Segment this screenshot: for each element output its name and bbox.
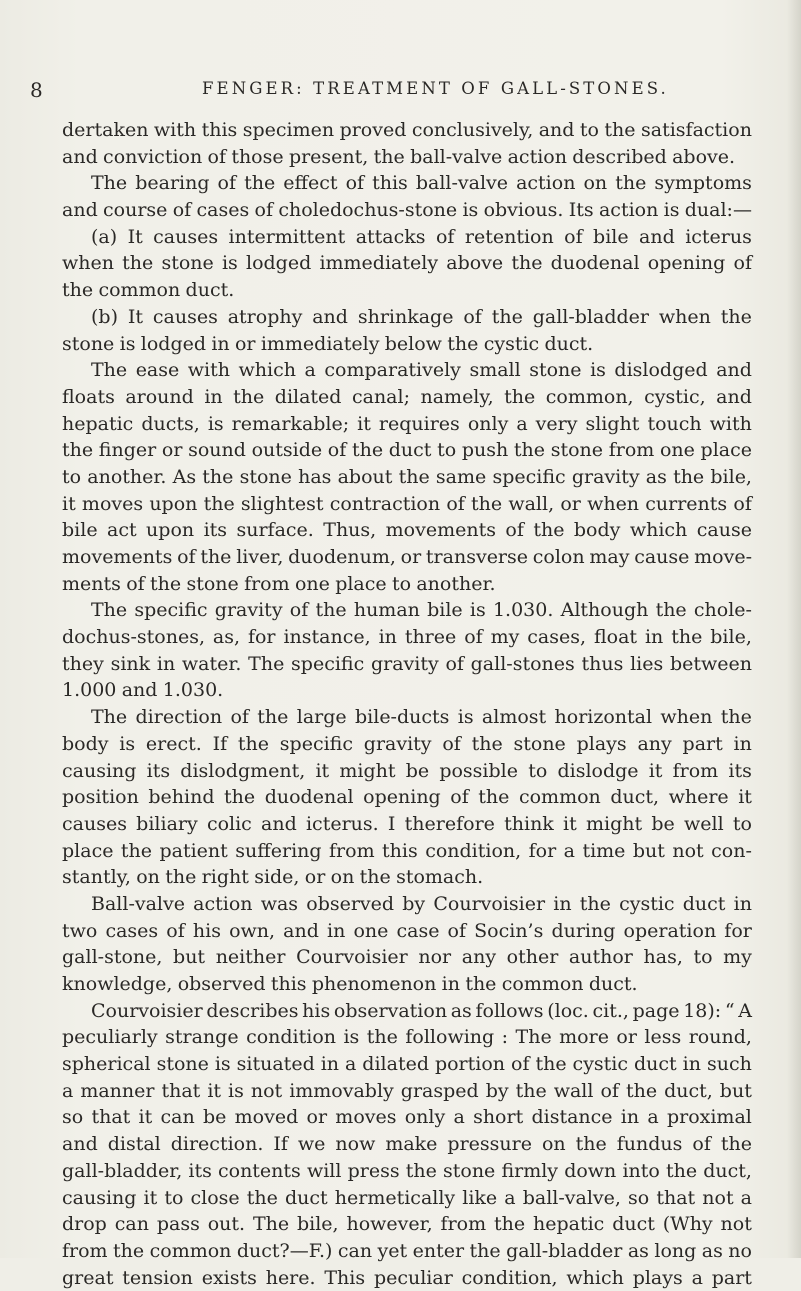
text-line: The direction of the large bile-ducts is almost horizontal when the bbox=[91, 706, 752, 729]
text-line: drop can pass out. The bile, however, from the hepatic duct (Why not bbox=[62, 1213, 752, 1236]
text-line: stone is lodged in or immediately below the cystic duct. bbox=[62, 332, 594, 355]
body-text bbox=[62, 117, 752, 1291]
text-line: they sink in water. The specific gravity of gall-stones thus lies between bbox=[62, 652, 752, 675]
page-edge-shadow bbox=[787, 0, 801, 1258]
text-line: body is erect. If the specific gravity of the stone plays any part in bbox=[62, 732, 752, 755]
text-line: causes biliary colic and icterus. I therefore think it might be well to bbox=[62, 812, 752, 835]
text-line: ments of the stone from one place to another. bbox=[62, 572, 496, 595]
text-line: the common duct. bbox=[62, 279, 235, 302]
text-line: the finger or sound outside of the duct to push the stone from one place bbox=[62, 439, 752, 462]
running-head bbox=[30, 78, 750, 102]
text-line: a manner that it is not immovably grasped by the wall of the duct, but bbox=[62, 1079, 752, 1102]
text-line: hepatic ducts, is remarkable; it requires only a very slight touch with bbox=[62, 412, 752, 435]
page-number: 8 bbox=[30, 78, 43, 102]
text-line: The ease with which a comparatively small stone is dislodged and bbox=[91, 359, 752, 382]
text-line: bile act upon its surface. Thus, movements of the body which cause bbox=[62, 519, 752, 542]
text-line: The specific gravity of the human bile is 1.030. Although the chole- bbox=[91, 599, 752, 622]
text-line: gall-bladder, its contents will press the stone firmly down into the duct, bbox=[62, 1159, 752, 1182]
text-line: gall-stone, but neither Courvoisier nor any other author has, to my bbox=[62, 946, 752, 969]
text-line: it moves upon the slightest contraction of the wall, or when currents of bbox=[62, 492, 752, 515]
text-line: to another. As the stone has about the same specific gravity as the bile, bbox=[62, 465, 752, 488]
text-line: Courvoisier describes his observation as follows (loc. cit., page 18): “ A bbox=[91, 999, 752, 1022]
text-line: position behind the duodenal opening of the common duct, where it bbox=[62, 786, 752, 809]
text-line: floats around in the dilated canal; namely, the common, cystic, and bbox=[62, 385, 752, 408]
text-line: from the common duct?—F.) can yet enter the gall-bladder as long as no bbox=[62, 1239, 752, 1262]
text-line: spherical stone is situated in a dilated portion of the cystic duct in such bbox=[62, 1053, 752, 1076]
text-line: so that it can be moved or moves only a short distance in a proximal bbox=[62, 1106, 752, 1129]
text-line: stantly, on the right side, or on the stomach. bbox=[62, 866, 484, 889]
text-line: and course of cases of choledochus-stone is obvious. Its action is dual:— bbox=[62, 199, 752, 222]
text-line: when the stone is lodged immediately above the duodenal opening of bbox=[62, 252, 752, 275]
text-line: knowledge, observed this phenomenon in the common duct. bbox=[62, 973, 638, 995]
text-line: movements of the liver, duodenum, or transverse colon may cause move- bbox=[62, 546, 752, 568]
text-line: causing its dislodgment, it might be possible to dislodge it from its bbox=[62, 759, 752, 782]
text-line: The bearing of the effect of this ball-valve action on the symptoms bbox=[91, 172, 752, 195]
text-line: dochus-stones, as, for instance, in three of my cases, float in the bile, bbox=[62, 626, 752, 649]
text-line: causing it to close the duct hermetically like a ball-valve, so that not a bbox=[62, 1186, 752, 1209]
text-line: (b) It causes atrophy and shrinkage of the gall-bladder when the bbox=[91, 305, 752, 328]
text-line: peculiarly strange condition is the following : The more or less round, bbox=[62, 1026, 752, 1049]
text-line: and conviction of those present, the ball-valve action described above. bbox=[62, 145, 736, 168]
text-line: and distal direction. If we now make pressure on the fundus of the bbox=[62, 1133, 752, 1156]
text-line: place the patient suffering from this condition, for a time but not con- bbox=[62, 839, 752, 862]
text-line: 1.000 and 1.030. bbox=[62, 679, 224, 702]
text-line: (a) It causes intermittent attacks of retention of bile and icterus bbox=[91, 225, 752, 248]
text-line: dertaken with this specimen proved conclusively, and to the satisfaction bbox=[62, 119, 752, 141]
text-line: Ball-valve action was observed by Courvoisier in the cystic duct in bbox=[91, 892, 752, 915]
text-line: two cases of his own, and in one case of Socin’s during operation for bbox=[62, 919, 752, 942]
running-title: FENGER: TREATMENT OF GALL-STONES. bbox=[202, 79, 669, 98]
text-line: great tension exists here. This peculiar condition, which plays a part bbox=[62, 1266, 752, 1289]
